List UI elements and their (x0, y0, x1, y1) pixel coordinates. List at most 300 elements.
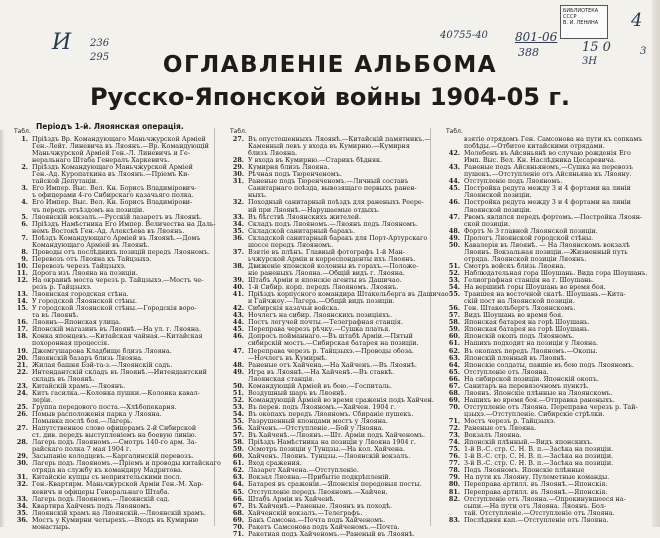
plate-number: 71. (232, 529, 244, 538)
plate-number: 41. (232, 290, 244, 299)
plate-caption: Переправа черезъ рѣчку.—Сушка платья. (248, 325, 391, 334)
plate-caption: Подъ Ляояномъ. Японскіе плѣнные (464, 466, 585, 475)
plate-caption: Хайченъ. Ляоянъ. Тунцзы.—Ляоянскій вокзалъ. (248, 452, 411, 461)
plate-number: 55. (448, 290, 460, 299)
plate-caption: На окраинѣ моста черезъ р. Тайцзыхэ.—Мостъ че- (32, 276, 204, 284)
plate-caption: Послѣдняя кап.—Отступленіе отъ Ляояна. (464, 515, 609, 524)
plate-number: 35. (232, 226, 244, 235)
plate-number: 58. (232, 438, 244, 447)
plate-caption: Видъ Шоушань во время боя. (464, 311, 564, 320)
plate-caption: Ген.-Лейт. Линевича въ Ляоянъ.—Вр. Командующій (32, 142, 209, 151)
plate-caption: Осмотръ позиціи у Тунцзы.—На кол. Хайчена. (248, 445, 405, 454)
plate-caption: Складъ подъ Ляояномъ.—Ляоянъ подъ Ляояномъ. (248, 219, 418, 228)
plate-number: 3. (21, 184, 28, 193)
plate-caption: Квартира Хайченъ подъ Ляояномъ. (32, 501, 152, 510)
plate-caption: Джемгушарова Кладбище близъ Ляояна. (32, 346, 172, 355)
plate-caption: Вход сражения. (248, 459, 302, 468)
plate-number: 68. (448, 388, 460, 397)
plate-caption: Лагерь подъ Ляояномъ.—Ляоянскій сад. (32, 494, 170, 503)
plate-caption: ст. див. передъ выступленіемъ на боевую линію. (32, 431, 197, 440)
handwritten-shelfmark: 236 (90, 38, 110, 49)
plate-number: 74. (448, 438, 460, 447)
plate-caption: Смотръ войскъ близь Ляояна. (464, 261, 566, 270)
plate-number: 53. (448, 276, 460, 284)
plate-number: 50. (448, 240, 460, 249)
plate-caption: Японская батарея на горѣ Шоушань. (464, 318, 590, 327)
plate-caption: Помывка послѣ боя.—Лагерь. (32, 417, 133, 425)
plate-caption: Хайченскій вокзалъ.—Телеграфъ. (248, 508, 363, 517)
plate-caption: Движеніе японской колонны въ горахъ.—Положе- (248, 261, 419, 270)
plate-caption: Отступленіе отъ Ляояна. (464, 367, 549, 376)
plate-caption: отряда на службу къ командиру Мадритова. (32, 466, 183, 475)
plate-caption: Японскій магазинъ въ Ляоянѣ.—На ул. г. Ляояна. (32, 325, 202, 334)
plate-caption: Рвомъ являлся передъ фортомъ.—Постройка Ляоян- (464, 212, 643, 221)
plate-number: 65. (232, 487, 244, 496)
plate-number: 6. (21, 219, 28, 228)
plate-caption: ныхъ. (248, 191, 268, 200)
plate-caption: Батарея въ сраженіи.—Японскія передовыя посты. (248, 480, 422, 489)
plate-caption: Лагерь подъ Ляояномъ.—Пріемъ и проводы китайскаго (32, 459, 221, 468)
plate-number: 43. (232, 311, 244, 320)
plate-caption: Постъ легучей почты.—Телеграфная станція. (248, 318, 403, 327)
plate-caption: Наблюдательная гора Шоушань. Вида гора Шоушань. (464, 268, 648, 277)
plate-number: 40. (232, 283, 244, 292)
plate-number: 78. (448, 466, 460, 475)
plate-caption: Мостъ черезъ р. Тайцзыхэ. (464, 417, 556, 425)
plate-number: 47. (232, 346, 244, 355)
plate-number: 53. (232, 402, 244, 411)
plate-caption: Ген. Штакельбергъ Ляоянскомъ. (464, 304, 576, 313)
plate-caption: кевичъ и офицеры Генеральнаго Штаба. (32, 487, 170, 496)
plate-caption: ъ офицерами 4-го Сибирскаго казачьяго полка. (32, 191, 194, 200)
plate-number: 37. (232, 247, 244, 256)
plate-number: 48. (232, 360, 244, 369)
plate-caption: ий при Ляоянѣ.—Нарушаемые отдыхъ. (248, 205, 380, 214)
plate-caption: У городской Ляоянской стѣны. (32, 297, 137, 306)
plate-caption: Пріѣздъ Намѣстника Его Импер. Величества на Даль- (32, 219, 216, 228)
plate-number: 66. (232, 494, 244, 503)
plate-caption: Нашихъ подходит на позиціи у Ляояна. (464, 339, 599, 348)
plate-caption: Помыв расположенія парка у Ляояна. (32, 409, 162, 418)
plate-caption: Складской санитарный баракъ. (248, 226, 356, 235)
plate-caption: Ракетъ Самсонова подъ Хайченомъ.—Почта. (248, 522, 400, 531)
plate-caption: Штабъ Арміи въ Хайченѣ. (248, 494, 336, 503)
plate-caption: побѣды.—Отбитое китайскими отрядами. (464, 142, 605, 151)
plate-number: 50. (232, 381, 244, 390)
plate-caption: Мостъ у Кумирни четырехъ.—Входъ въ Кумирню (32, 515, 199, 524)
plate-caption: Дорога изъ Ляояна на позиціи. (32, 268, 138, 277)
plate-number: 63. (448, 353, 460, 362)
plate-number: 49. (232, 367, 244, 376)
plate-number: 64. (448, 360, 460, 369)
handwritten-shelfmark-2: 295 (90, 52, 110, 63)
plate-caption: Лазарет Хайчена.—Отступленіе. (248, 466, 359, 475)
plate-caption: Поѣздъ Командующаго Арміей въ Ляоянѣ.—Домъ (32, 233, 201, 242)
plate-number: 46. (232, 332, 244, 341)
plate-number: 70. (232, 522, 244, 531)
plate-caption: Отступленіе подъ Ляояномъ. (464, 177, 563, 186)
handwritten-mark: И (52, 30, 72, 55)
plate-number: 34. (16, 501, 28, 510)
handwritten-page-number: 4 (631, 10, 643, 31)
plate-caption: Взятіе въ плѣнъ. Главный фотографъ 1-й Ман- (248, 247, 406, 256)
plate-number: 65. (448, 367, 460, 376)
plate-caption: Переправа артилл. въ Ляоянѣ.—Японскія. (464, 487, 608, 496)
plate-caption: Раненые подъ Айсяньяномъ,—Сушка на перевозъ (464, 163, 633, 172)
plate-caption: резъ р. Тайцзыхэ. (32, 283, 92, 292)
plate-caption: ьчжурской Арміи и корреспонденты ихъ Ляоянъ. (248, 254, 416, 263)
plate-number: 56. (232, 424, 244, 433)
plate-number: 42. (448, 149, 460, 158)
plate-caption: Пріѣздъ Намѣстника на позиціи у Ляояна 1904 г. (248, 438, 416, 447)
plate-caption: Отступленіе отъ Ляояна. Переправа черезъ р. Тай- (464, 402, 638, 411)
plate-number: 12. (16, 276, 28, 284)
plate-number: 76. (448, 452, 460, 461)
plate-number: 82. (448, 494, 460, 503)
handwritten-number-5: ЗН (582, 56, 597, 67)
plate-caption: Постройка редута между 3 и 4 фортами на линіи (464, 198, 631, 207)
plate-number: 28. (16, 438, 28, 447)
plate-caption: Командующій Арміей въ бою.—Госпиталь. (248, 381, 392, 390)
plate-number: 79. (448, 473, 460, 482)
column-divider (430, 128, 431, 526)
plate-number: 33. (16, 494, 28, 503)
plate-caption: Японскій пленный въ Ляоянѣ. (464, 353, 567, 362)
plate-caption: Вокзалъ Ляояна. (464, 431, 522, 440)
plate-number: 51. (232, 388, 244, 397)
plate-caption: У городской Ляоянской стѣны.—Городскія воро- (32, 304, 197, 313)
plate-caption: Японскій плѣнный.—Видъ японскихъ. (464, 438, 593, 447)
plate-caption: Имп. Выс. Вел. Кн. Наслѣдника Цесаревича. (464, 156, 616, 165)
plate-caption: Въ окопахъ передъ Ляояномъ.—Окопы. (464, 346, 598, 355)
plate-caption: сибирскій мостъ.—Сибирская батарея на позиціи. (248, 339, 419, 348)
plate-number: 57. (448, 311, 460, 320)
plate-caption: Ляоянскій базаръ близь Ляояна. (32, 353, 144, 362)
plate-number: 49. (448, 233, 460, 242)
plate-caption: цзыхэ.—Отступленіе. Сибирскіе стрѣлки. (464, 409, 605, 418)
plate-caption: Траншея на восточной скатѣ. Шоушань.—Кита- (464, 290, 626, 299)
plate-caption: 3-й В.-С. стр. С. Н. В. п.—Засѣка на позиціи. (464, 459, 614, 468)
plate-caption: скій пост на Ляоянской позиціи. (464, 297, 575, 306)
plate-number: 31. (16, 473, 28, 482)
plate-caption: Каменный левъ у входа въ Кумирню.—Кумирня (248, 142, 410, 151)
plate-number: 34. (232, 219, 244, 228)
column-header-tabl: Табл. (446, 128, 463, 135)
plate-caption: Молебенъ въ Айсяньянѣ во случаю рожденія Его (464, 149, 631, 158)
toc-entry (14, 524, 210, 531)
plate-number: 2. (21, 163, 28, 172)
plate-caption: Отступленіе отъ Ляояна.—Опрокинувшееся на- (464, 494, 626, 503)
plate-caption: Переправа черезъ р. Тайцзыхэ.—Проводы обоза. (248, 346, 414, 355)
plate-caption: похоронная процессія. (32, 339, 110, 348)
plate-caption: Въ перев. подъ Ляояномъ.—Хайчен. 1904 г. (248, 402, 396, 411)
plate-caption: Фортъ № 3 главной Ляоянской позиціи. (464, 226, 598, 235)
plate-number: 62. (448, 346, 460, 355)
plate-caption: Ночлегъ на сибир. Ляоянскихъ позиціяхъ. (248, 311, 392, 320)
plate-number: 61. (232, 459, 244, 468)
handwritten-number: 40755-40 (440, 30, 488, 41)
plate-number: 52. (232, 395, 244, 404)
plate-caption: Интендантскій складъ въ Ляоянѣ.—Интендантский (32, 367, 207, 376)
plate-number: 20. (16, 353, 28, 362)
plate-number: 69. (448, 395, 460, 404)
plate-caption: Перевозъ черезъ Тайцзыхэ. (32, 261, 126, 270)
binding-shadow (0, 130, 5, 527)
stamp-line: СССР (563, 14, 577, 20)
plate-caption: —Ночлегъ въ Кумирнѣ. (248, 353, 328, 362)
plate-caption: Ляоянъ—Японская улица. (32, 318, 121, 327)
plate-number: 1. (21, 135, 28, 143)
plate-number: 70. (448, 402, 460, 411)
plate-number: 44. (232, 318, 244, 327)
plate-caption: отряда. Ляоянской позиціи Ляоянъ. (464, 254, 587, 263)
plate-number: 44. (448, 177, 460, 186)
plate-number: 45. (448, 184, 460, 193)
toc-entry (446, 517, 646, 524)
plate-number: 21. (16, 360, 28, 369)
plate-number: 29. (232, 163, 244, 172)
plate-number: 71. (448, 417, 460, 425)
plate-caption: Конка японцевъ.—Китайская чайная.—Китайская (32, 332, 203, 341)
handwritten-number-2: 801-06 (515, 30, 558, 44)
plate-number: 56. (448, 304, 460, 313)
plate-caption: Рѣчная подъ Тюренченомъ. (248, 170, 342, 179)
plate-caption: шоссе передъ Ляояномъ. (248, 240, 334, 249)
plate-caption: Переправа артилл. въ Ляоянѣ.—Японскія. (464, 480, 608, 489)
plate-number: 67. (232, 501, 244, 510)
page-title: ОГЛАВЛЕНІЕ АЛЬБОМА (162, 52, 498, 78)
plate-caption: На пути къ Ляояну. Пулеметные команды. (464, 473, 610, 482)
plate-caption: ской позиціи. (464, 219, 511, 228)
plate-caption: Ляоянъ. Японскіе плѣнные на Ляоянскомъ. (464, 388, 613, 397)
plate-caption: Китайскій храмъ.—Ляоянъ. (32, 381, 126, 390)
plate-number: 36. (16, 515, 28, 524)
plate-number: 43. (448, 163, 460, 172)
plate-number: 75. (448, 445, 460, 454)
plate-caption: Пріѣздъ корпусного командира Штакельберга въ Дашичао (248, 290, 449, 299)
plate-caption: пушекъ.—Отступленіе отъ Айсяньяна къ Ляояну. (464, 170, 632, 179)
plate-number: 33. (232, 212, 244, 221)
plate-caption: Группа передового поста.—Хлѣбопекарня. (32, 402, 177, 411)
plate-caption: Перевозъ отъ Ляояна къ Тайцзыхэ. (32, 254, 152, 263)
plate-number: 30. (16, 459, 28, 468)
plate-caption: Ляоянскій храмъ на Ляоянскій.—Ляоянскій храмъ. (32, 508, 206, 517)
plate-caption: райскаго полка 7 мая 1904 г. (32, 445, 132, 454)
plate-number: 54. (448, 283, 460, 292)
plate-caption: Ракетная подъ Хайченомъ.—Раненый въ Ляоянѣ. (248, 529, 415, 538)
plate-number: 55. (232, 417, 244, 425)
plate-number: 32. (232, 198, 244, 207)
plate-number: 73. (448, 431, 460, 440)
plate-caption: монастырь. (32, 522, 71, 531)
handwritten-number-4: 15 0 (582, 40, 611, 55)
plate-number: 52. (448, 268, 460, 277)
plate-caption: Игра въ Ляоянѣ.—На Хайченѣ.—Въ ставкѣ. (248, 367, 395, 376)
plate-number: 10. (16, 261, 28, 270)
plate-caption: Раненые подъ Тюренченомъ.—Личный составъ (248, 177, 409, 186)
plate-number: 15. (16, 304, 28, 313)
plate-number: 8. (21, 247, 28, 256)
plate-number: 60. (448, 332, 460, 341)
plate-number: 27. (232, 135, 244, 143)
plate-number: 36. (232, 233, 244, 242)
toc-entry (230, 531, 426, 538)
library-stamp (560, 5, 608, 39)
plate-caption: Ляоянская станція. (248, 374, 315, 383)
plate-caption: Командующаго Арміей въ Ляоянѣ. (32, 240, 150, 249)
plate-caption: Гелиографная станція на г. Шоушань. (464, 276, 594, 284)
handwritten-number-6: 3 (640, 46, 647, 57)
plate-number: 57. (232, 431, 244, 440)
plate-number: 69. (232, 515, 244, 524)
plate-caption: Ляоянской позиціи. (464, 191, 532, 200)
plate-caption: Японская батарея на горѣ Шоушань. (464, 325, 590, 334)
plate-caption: Санитаръ на перевязочномъ пунктѣ. (464, 381, 589, 390)
plate-caption: Разрушенный японцами мостъ у Ляояна. (248, 417, 388, 425)
plate-number: 38. (232, 261, 244, 270)
plate-number: 72. (448, 424, 460, 433)
plate-caption: Ляоянскій вокзалъ.—Русскій лазаретъ въ Ляоянѣ. (32, 212, 202, 221)
plate-caption: 1-й Сибир. корп. передъ Ляояномъ. Ляоянъ. (248, 283, 399, 292)
plate-number: 5. (21, 212, 28, 221)
plate-caption: Въ Хайченѣ.—Раненые. Ляоянъ въ походѣ. (248, 501, 392, 510)
plate-caption: тайской Депутаціи. (32, 177, 99, 186)
plate-caption: Ляоянская городская стѣна. (32, 290, 129, 299)
plate-number: 63. (232, 473, 244, 482)
plate-caption: Нашихъ во время боя.—Отправка раненыхъ. (464, 395, 615, 404)
plate-number: 11. (16, 268, 28, 277)
plate-caption: сыпи.—На пути отъ Ляояна. Ляоянъ. Бол- (464, 501, 607, 510)
plate-number: 39. (232, 276, 244, 284)
plate-number: 26. (16, 409, 28, 418)
plate-number: 59. (232, 445, 244, 454)
column-header-tabl: Табл. (14, 128, 31, 135)
plate-caption: Въ Хайченѣ.—Ляоянъ.—Шт. Арміи подъ Хайченомъ. (248, 431, 426, 440)
plate-number: 29. (16, 452, 28, 461)
plate-number: 42. (232, 304, 244, 313)
plate-caption: Санитарнаго поѣзда, вывозящаго первыхъ ранен- (248, 184, 417, 193)
plate-caption: У входа въ Кумирню.—Старикъ бѣдняк. (248, 156, 383, 165)
column-header-tabl: Табл. (230, 128, 247, 135)
plate-number: 17. (16, 325, 28, 334)
plate-caption: Раненые отъ Хайчена.—На Хайченъ.—Въ Ляоянѣ. (248, 360, 417, 369)
plate-number: 60. (232, 452, 244, 461)
plate-caption: та въ Ляоянѣ. (32, 311, 79, 320)
plate-caption: Его Импер. Выс. Вел. Кн. Борисъ Владимірович- (32, 184, 197, 193)
plate-caption: и Гайчжоу.—Лагерь.—Общій видъ позиціи. (248, 297, 395, 306)
plate-caption: Сибирскія казачьи войска. (248, 304, 340, 313)
plate-number: 83. (448, 515, 460, 524)
plate-caption: Пріѣздъ Вр. Командующаго Маньчжурской Арміей (32, 135, 206, 143)
handwritten-number-3: 388 (518, 46, 539, 59)
plate-caption: ніе раненыхъ Ляояна.—Общій видъ г. Ляояна. (248, 268, 405, 277)
plate-caption: близъ Ляояна. (248, 149, 298, 158)
plate-number: 25. (16, 402, 28, 411)
plate-number: 64. (232, 480, 244, 489)
plate-number: 24. (16, 388, 28, 397)
plate-caption: леріи. (32, 395, 53, 404)
plate-caption: 1-й В.-С. стр. С. Н. В. п.—Засѣка на позиціи. (464, 452, 614, 461)
plate-caption: Японскіе солдаты, павшіе въ бою подъ Ляояномъ. (464, 360, 634, 369)
plate-caption: Складской санитарный баракъ для Порт-Артурскаго (248, 233, 428, 242)
plate-number: 18. (16, 332, 28, 341)
plate-number: 30. (232, 170, 244, 179)
plate-number: 31. (232, 177, 244, 186)
plate-caption: тай. Отступленіе.—Отступленіе отъ Ляояна. (464, 508, 615, 517)
plate-number: 77. (448, 459, 460, 468)
plate-number: 51. (448, 261, 460, 270)
plate-number: 9. (21, 254, 28, 263)
section-heading: Періодъ 1-й. Ляоянская операція. (36, 122, 184, 131)
plate-caption: неральнаго Штаба Генералъ Харкевичъ. (32, 156, 170, 165)
plate-number: 19. (16, 346, 28, 355)
plate-caption: Напутственное слово офицерамъ 2-й Сибирской (32, 424, 197, 433)
plate-number: 22. (16, 367, 28, 376)
plate-caption: складъ въ Ляоянѣ. (32, 374, 95, 383)
plate-caption: Засыпаніе колодцевъ.—Каргалинскій перевозъ. (32, 452, 194, 461)
plate-caption: немъ Востокѣ Ген.-Ад. Алексѣева въ Ляоянъ. (32, 226, 185, 235)
plate-caption: 1-й В.-С. стр. С. Н. В. п.—Засѣка на позиціи. (464, 445, 614, 454)
plate-caption: Въ опустошенныхъ Ляоянѣ.—Китайскій памятникъ.— (248, 135, 431, 143)
plate-caption: Допросъ пойманнаго.—Въ штабѣ Арміи.—Пятый (248, 332, 413, 341)
plate-caption: Ляоянъ. Вокзальная позиціи.—Жизненный путь (464, 247, 628, 256)
plate-number: 16. (16, 318, 28, 327)
plate-number: 68. (232, 508, 244, 517)
plate-number: 61. (448, 339, 460, 348)
plate-caption: Отступленіе передъ Ляояномъ.—Хайчен. (248, 487, 388, 496)
plate-number: 59. (448, 325, 460, 334)
plate-number: 47. (448, 212, 460, 221)
plate-caption: На сибирской позиціи. Японскій окопъ. (464, 374, 599, 383)
plate-number: 66. (448, 374, 460, 383)
page-subtitle: Русско-Японской войны 1904-05 г. (89, 83, 571, 111)
plate-caption: Въ бѣгствѣ Ляоянскихъ жителей. (248, 212, 362, 221)
plate-caption: Китайскіе купцы съ неприятельскими посл. (32, 473, 182, 482)
stamp-line: БИБЛИОТЕКА (563, 8, 599, 14)
plate-caption: Раненые отъ Ляояна. (464, 424, 537, 433)
plate-number: 81. (448, 487, 460, 496)
plate-caption: чъ передъ отъѣздомъ на позиціи. (32, 205, 145, 214)
plate-caption: Китъ гасилка.—Колонка пушки.—Колонка кавал- (32, 388, 200, 397)
plate-number: 7. (21, 233, 28, 242)
plate-caption: Проводы отъ послѣднихъ позицій передъ Ляояномъ. (32, 247, 210, 256)
plate-number: 32. (16, 480, 28, 489)
plate-caption: На вершинѣ горы Шоушань во время боя. (464, 283, 606, 292)
plate-caption: Хайченъ.—Отступленіе.—Бой у Ляояна. (248, 424, 384, 433)
plate-number: 35. (16, 508, 28, 517)
plate-caption: Японскій окопъ подъ Ляояномъ. (464, 332, 575, 341)
plate-caption: Пріѣздъ Командующаго Маньчжурской Арміей (32, 163, 193, 172)
plate-caption: Кумирня близъ Ляояна. (248, 163, 330, 172)
plate-number: 23. (16, 381, 28, 390)
plate-caption: Воздушный шаръ въ Ляоянѣ. (248, 388, 347, 397)
plate-number: 46. (448, 198, 460, 207)
plate-caption: Походный санитарный поѣздъ для раненыхъ Реере- (248, 198, 424, 207)
plate-caption: Маньчжурской Арміей Ген.-Л. Линевичъ и Ге- (32, 149, 190, 158)
plate-number: 13. (16, 290, 28, 299)
stamp-line: В. И. ЛЕНИНА (563, 20, 599, 26)
plate-number: 45. (232, 325, 244, 334)
plate-caption: Бакъ Самсона.—Почта подъ Хайченомъ. (248, 515, 386, 524)
plate-caption: Прологъ Ляоянской городской стѣны. (464, 233, 594, 242)
plate-caption: Вокзал Ляояна.—Прибытіе подкрѣпленій. (248, 473, 391, 482)
plate-caption: Постройка редута между 3 и 4 фортами на линіи (464, 184, 631, 193)
plate-number: 4. (21, 198, 28, 207)
plate-number: 67. (448, 381, 460, 390)
plate-caption: Въ окопахъ передъ Ляояномъ. Сбираніе пушекъ. (248, 409, 414, 418)
plate-caption: Штабъ Арміи и японскіе агенты въ Дашичао. (248, 276, 402, 284)
plate-caption: взятіе отрядомъ Ген. Самсонова на пути къ сопкамъ (464, 135, 643, 143)
